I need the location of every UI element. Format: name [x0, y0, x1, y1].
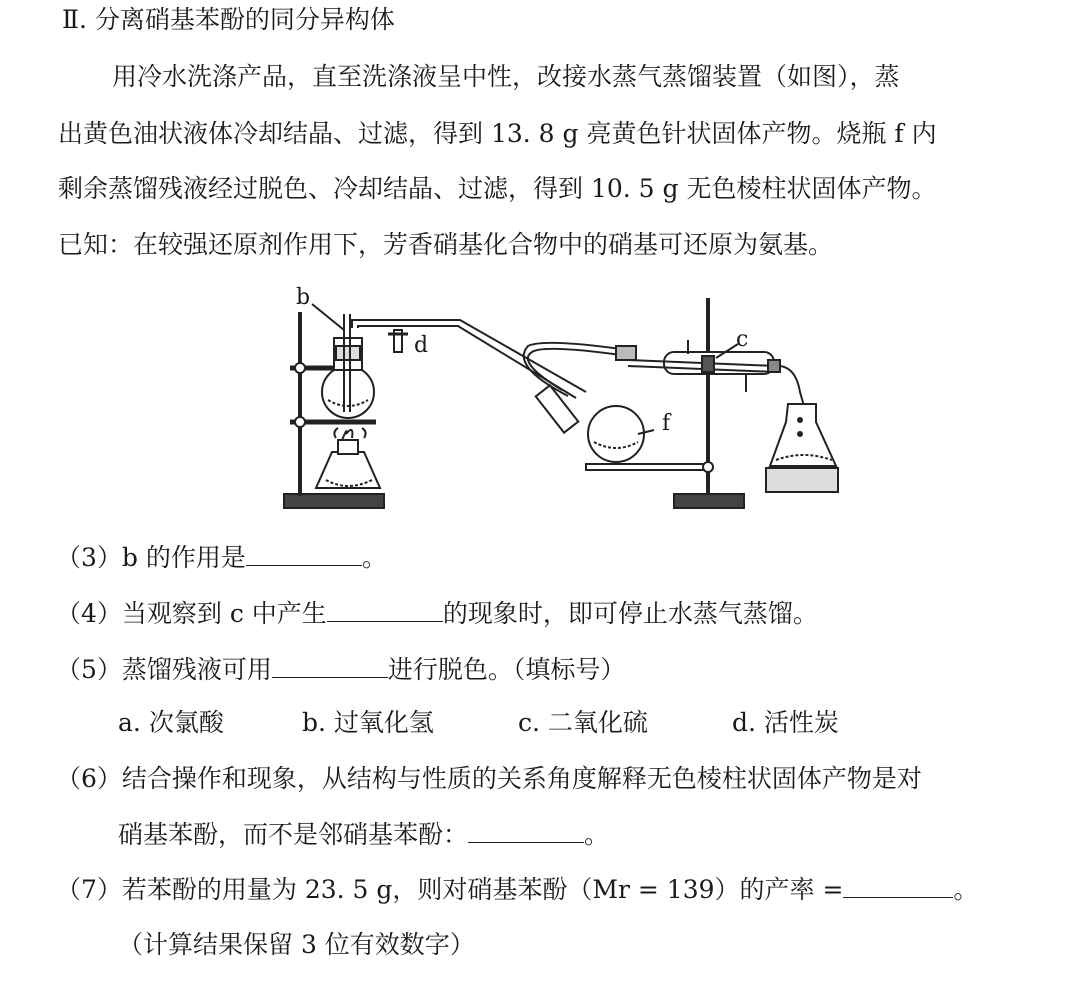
question-6: [56, 762, 922, 796]
middle-stand-base: [674, 494, 744, 508]
question-7: [56, 873, 978, 907]
question-3-suffix: 。: [361, 543, 387, 572]
option-a-label: a.: [118, 708, 141, 737]
question-6-line-2: 硝基苯酚，而不是邻硝基苯酚：: [118, 820, 469, 849]
receiver-stand: [766, 468, 838, 492]
question-4: [56, 597, 818, 631]
left-stand-base: [284, 494, 384, 508]
question-7-number: （7）: [56, 875, 122, 904]
figure-label-c: c: [736, 327, 749, 352]
question-6-continuation: [118, 818, 609, 852]
alcohol-lamp: [316, 452, 380, 488]
figure-label-d: d: [414, 333, 429, 358]
answer-blank-7[interactable]: [843, 873, 953, 898]
option-a-text: 次氯酸: [148, 708, 224, 737]
option-d-text: 活性炭: [763, 708, 839, 737]
receiving-flask: [770, 404, 836, 466]
question-5-suffix: 进行脱色。（填标号）: [387, 655, 626, 684]
option-c-text: 二氧化硫: [547, 708, 648, 737]
question-4-number: （4）: [56, 599, 122, 628]
question-3: [56, 541, 387, 575]
option-b-text: 过氧化氢: [333, 708, 434, 737]
answer-blank-4[interactable]: [327, 597, 443, 622]
question-6-line-1: 结合操作和现象，从结构与性质的关系角度解释无色棱柱状固体产物是对: [121, 764, 922, 793]
question-3-text: b 的作用是: [121, 543, 246, 572]
question-5-number: （5）: [56, 655, 122, 684]
paragraph-line-3: 剩余蒸馏残液经过脱色、冷却结晶、过滤，得到 10. 5 g 无色棱柱状固体产物。: [58, 174, 937, 203]
paragraph-line-1: 用冷水洗涤产品，直至洗涤液呈中性，改接水蒸气蒸馏装置（如图），蒸: [112, 62, 900, 91]
question-4-suffix: 的现象时，即可停止水蒸气蒸馏。: [442, 599, 818, 628]
question-6-suffix: 。: [584, 820, 610, 849]
figure-label-b: b: [296, 285, 311, 310]
question-6-number: （6）: [56, 764, 122, 793]
option-c: [518, 706, 648, 740]
option-d-label: d.: [732, 708, 756, 737]
question-4-text: 当观察到 c 中产生: [121, 599, 327, 628]
answer-blank-6[interactable]: [468, 818, 584, 843]
question-3-number: （3）: [56, 543, 122, 572]
question-7-suffix: 。: [953, 875, 979, 904]
distilling-flask-f: [588, 406, 644, 462]
question-5: [56, 653, 625, 687]
option-b-label: b.: [302, 708, 326, 737]
paragraph-line-4: 已知：在较强还原剂作用下，芳香硝基化合物中的硝基可还原为氨基。: [58, 230, 834, 259]
steam-distillation-apparatus-diagram: [276, 282, 846, 514]
option-b: [302, 706, 434, 740]
paragraph-line-2: 出黄色油状液体冷却结晶、过滤，得到 13. 8 g 亮黄色针状固体产物。烧瓶 f 内: [58, 119, 937, 148]
section-title: Ⅱ. 分离硝基苯酚的同分异构体: [62, 5, 395, 34]
steam-generator-flask: [322, 366, 374, 418]
option-c-label: c.: [518, 708, 540, 737]
question-7-text: 若苯酚的用量为 23. 5 g，则对硝基苯酚（Mr = 139）的产率 =: [121, 875, 844, 904]
question-7-note: （计算结果保留 3 位有效数字）: [118, 930, 475, 959]
option-d: [732, 706, 839, 740]
option-a: [118, 706, 224, 740]
answer-blank-5[interactable]: [272, 653, 388, 678]
figure-label-f: f: [662, 411, 671, 436]
answer-blank-3[interactable]: [246, 541, 362, 566]
question-5-text: 蒸馏残液可用: [121, 655, 272, 684]
